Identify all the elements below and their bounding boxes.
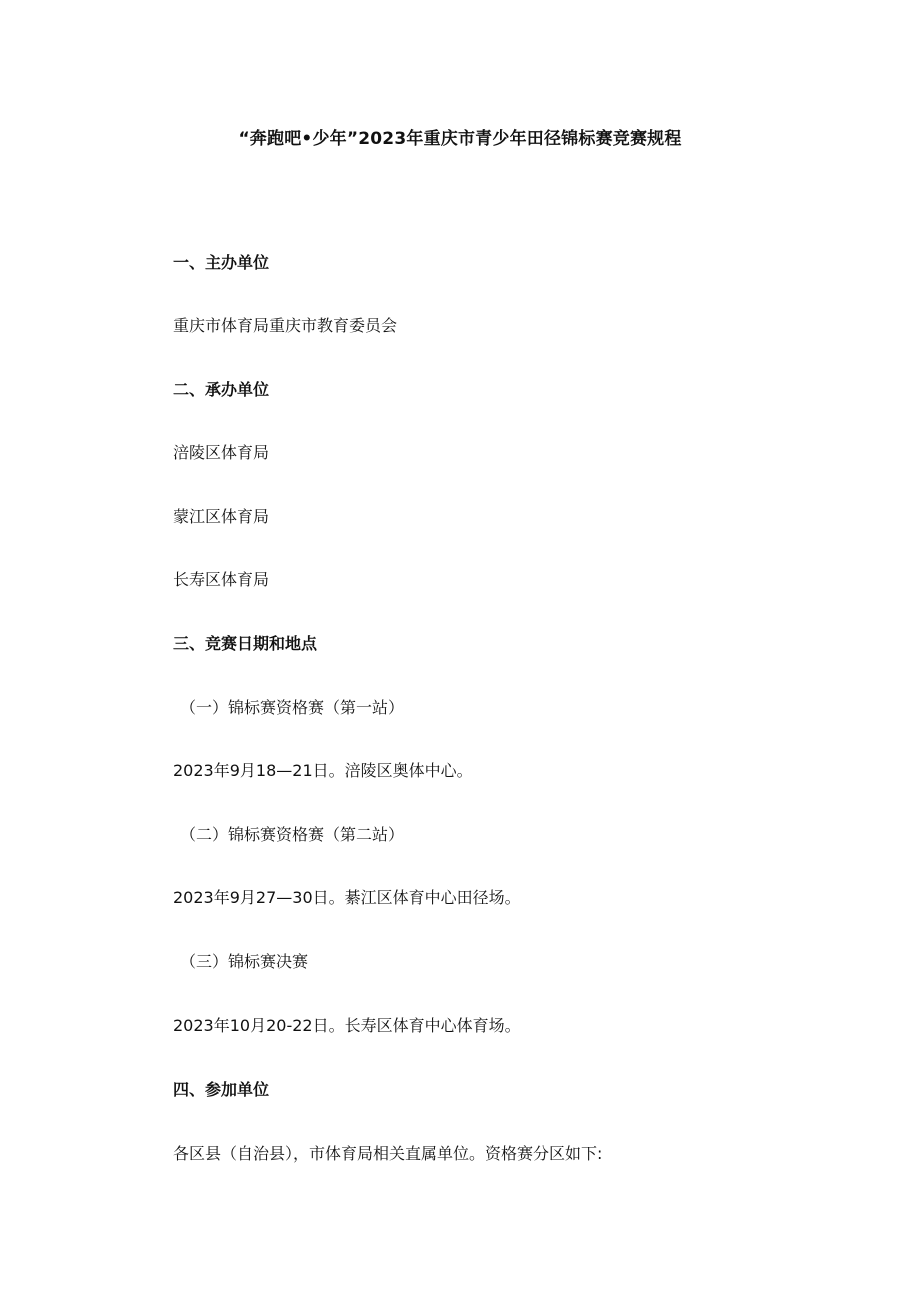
- section-heading-participants: 四、参加单位: [173, 1080, 270, 1099]
- participants-text: 各区县（自治县），市体育局相关直属单位。资格赛分区如下:: [173, 1144, 603, 1163]
- dates-item-detail-2: 2023年9月27—30日。綦江区体育中心田径场。: [173, 888, 521, 907]
- dates-item-label-3: （三）锦标赛决赛: [180, 952, 309, 971]
- section-heading-host: 二、承办单位: [173, 380, 270, 399]
- organizer-text: 重庆市体育局重庆市教育委员会: [173, 316, 398, 335]
- dates-item-label-2: （二）锦标赛资格赛（第二站）: [180, 825, 405, 844]
- dates-item-label-1: （一）锦标赛资格赛（第一站）: [180, 698, 405, 717]
- host-text-3: 长寿区体育局: [173, 570, 270, 589]
- section-heading-dates: 三、竞赛日期和地点: [173, 634, 318, 653]
- host-text-1: 涪陵区体育局: [173, 443, 270, 462]
- document-title: “奔跑吧•少年”2023年重庆市青少年田径锦标赛竞赛规程: [238, 129, 682, 149]
- dates-item-detail-3: 2023年10月20-22日。长寿区体育中心体育场。: [173, 1016, 521, 1035]
- dates-item-detail-1: 2023年9月18—21日。涪陵区奥体中心。: [173, 761, 473, 780]
- host-text-2: 蒙江区体育局: [173, 507, 270, 526]
- section-heading-organizer: 一、主办单位: [173, 253, 270, 272]
